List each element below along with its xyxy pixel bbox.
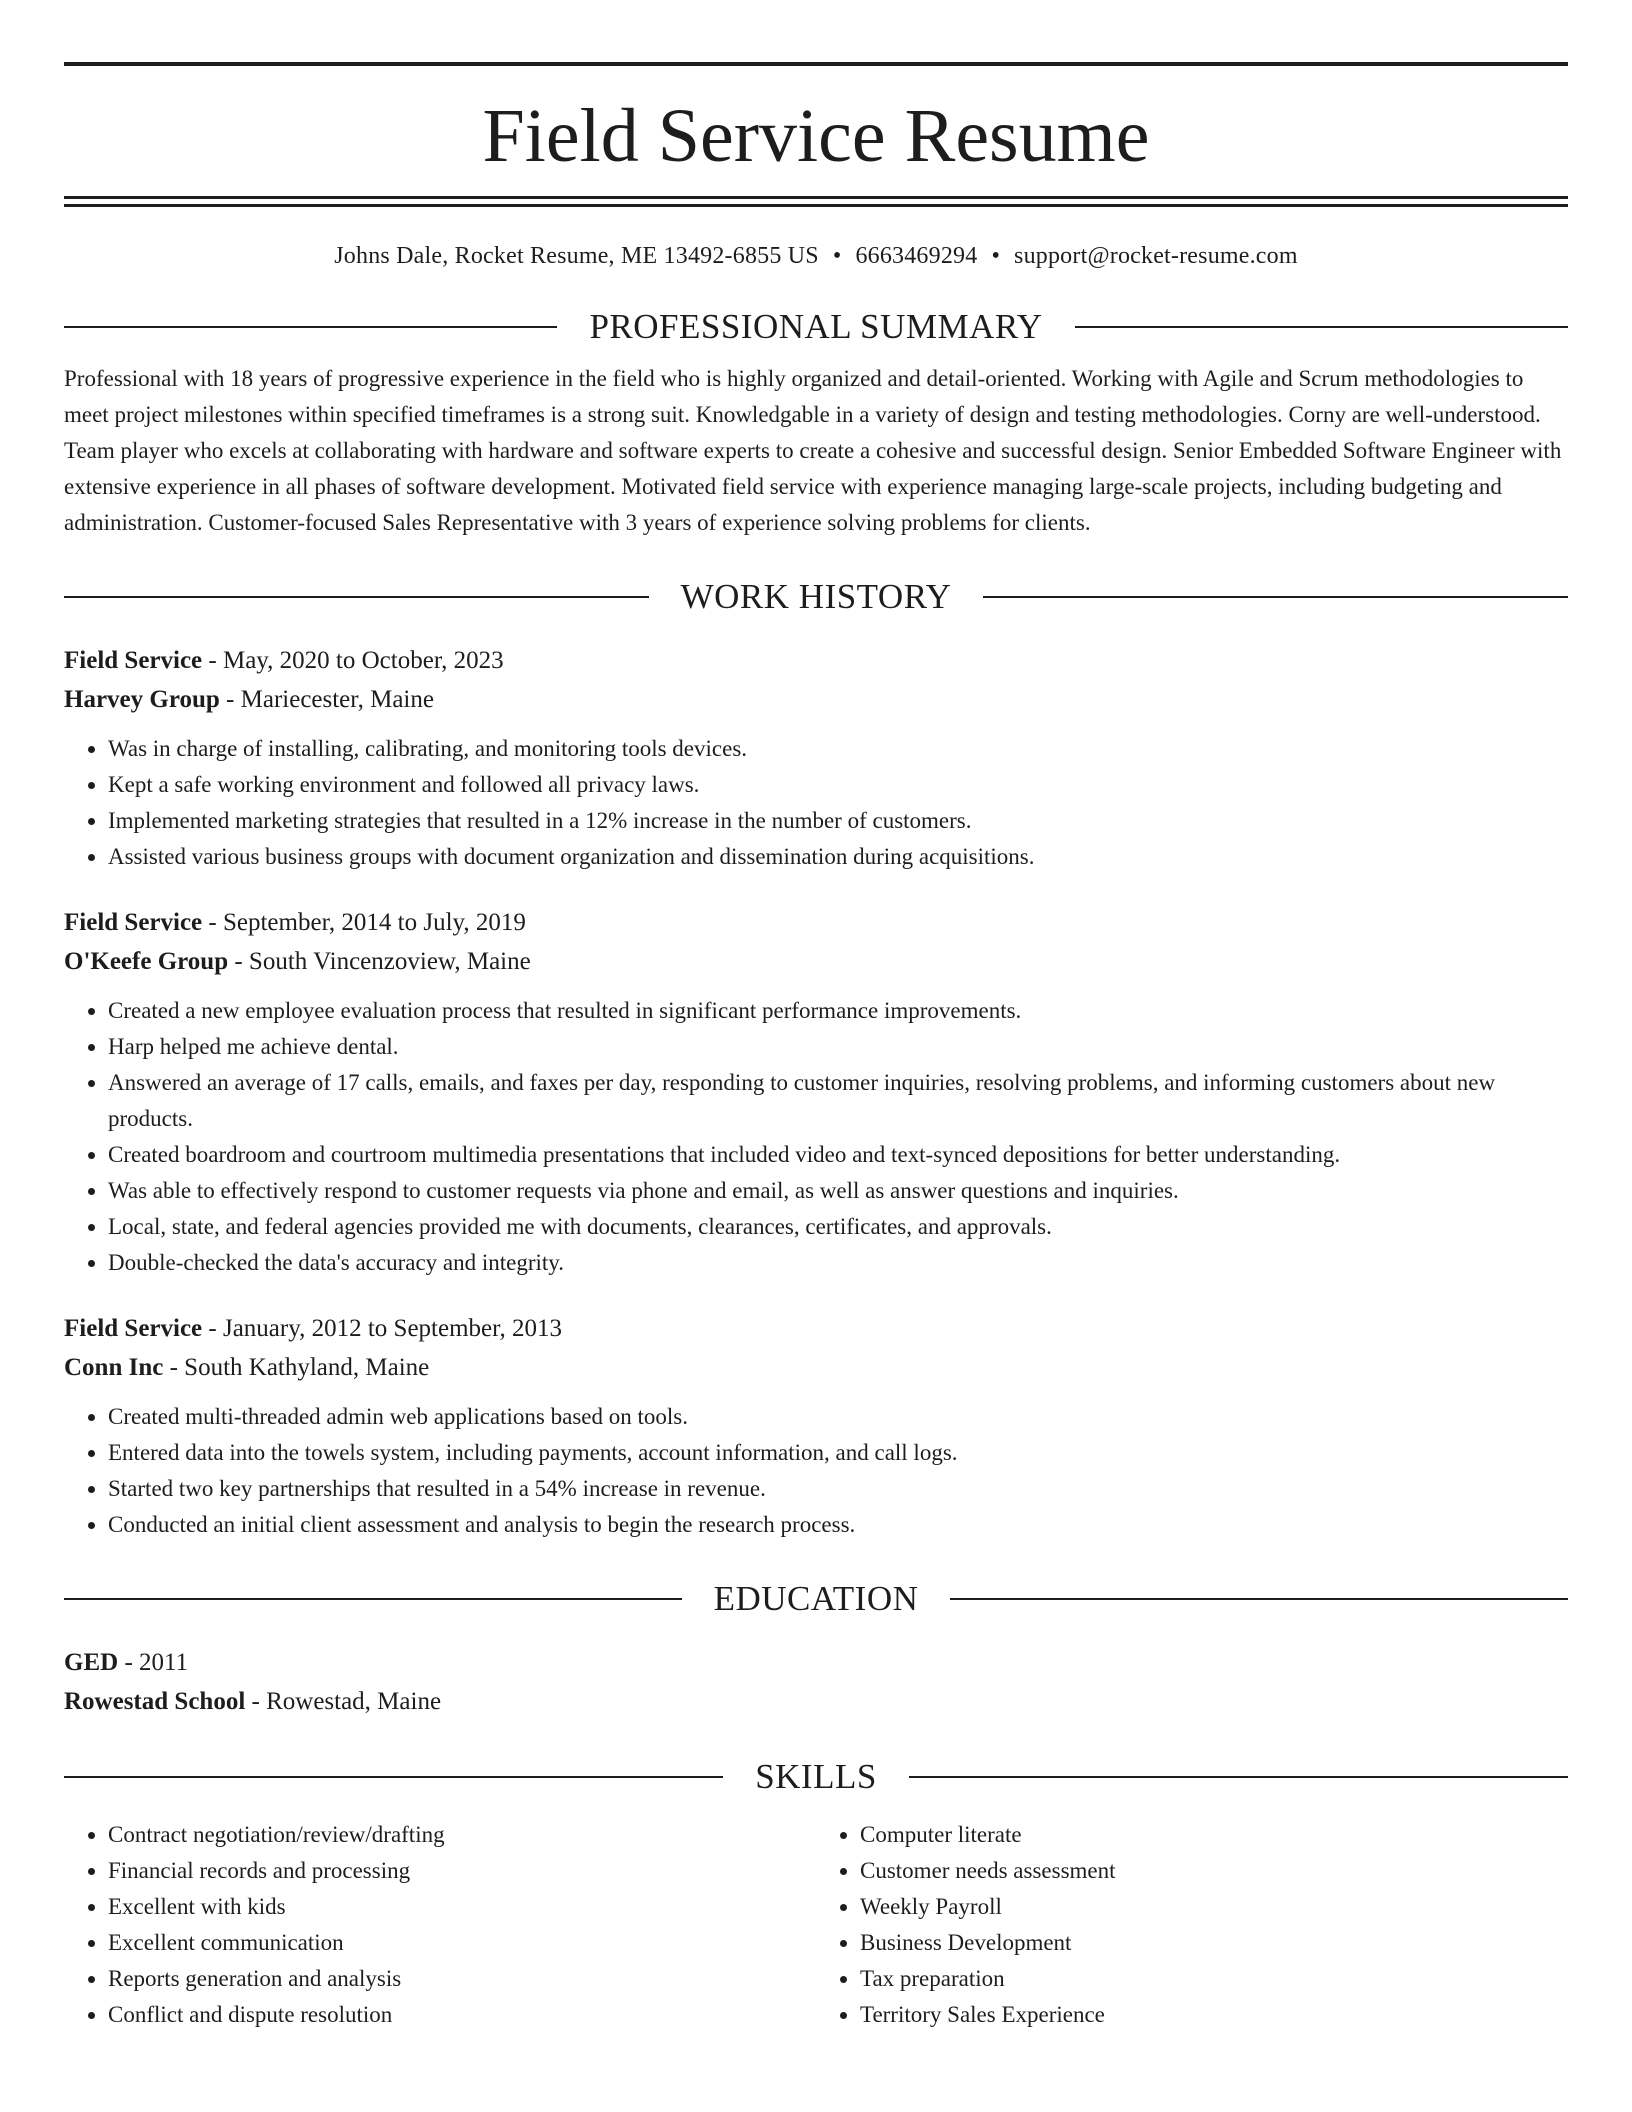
education-degree-line [64,1643,1568,1682]
skill-item: • Tax preparation [860,1961,1568,1997]
education-year: - 2011 [118,1649,189,1676]
job-entry [64,903,1568,1281]
job-bullet: • Kept a safe working environment and followed all privacy laws. [108,767,1568,803]
education-entry [64,1643,1568,1721]
job-dates: - January, 2012 to September, 2013 [202,1315,562,1342]
job-dates: - May, 2020 to October, 2023 [202,647,504,674]
skill-item: • Weekly Payroll [860,1889,1568,1925]
skill-item: • Computer literate [860,1817,1568,1853]
job-title-line [64,1309,1568,1348]
job-bullet: • Harp helped me achieve dental. [108,1029,1568,1065]
section-heading-skills [64,1755,1568,1799]
job-company-line [64,942,1568,981]
job-bullets [64,1399,1568,1543]
job-title-line [64,903,1568,942]
heading-rule [950,1598,1568,1600]
job-entry [64,1309,1568,1543]
job-company: Harvey Group [64,686,220,713]
job-title: Field Service [64,909,203,936]
job-company-line [64,1348,1568,1387]
contact-email: support@rocket-resume.com [1014,243,1298,269]
job-bullet: • Created boardroom and courtroom multimedia presentations that included video and text-synced depositions for better understanding. [108,1137,1568,1173]
section-title-work: WORK HISTORY [680,577,952,616]
job-bullet: • Local, state, and federal agencies provided me with documents, clearances, certificates, and approvals. [108,1209,1568,1245]
job-location: - South Vincenzoview, Maine [228,948,531,975]
heading-rule [1075,326,1568,328]
job-bullet: • Created a new employee evaluation process that resulted in significant performance improvements. [108,993,1568,1029]
contact-phone: 6663469294 [855,243,978,269]
skills-columns [64,1817,1568,2033]
skill-item: • Territory Sales Experience [860,1997,1568,2033]
job-bullet: • Was able to effectively respond to customer requests via phone and email, as well as answer questions and inquiries. [108,1173,1568,1209]
job-dates: - September, 2014 to July, 2019 [202,909,526,936]
heading-rule [64,596,649,598]
title-double-rule [64,196,1568,207]
job-company: Conn Inc [64,1354,164,1381]
section-title-summary: PROFESSIONAL SUMMARY [589,307,1043,346]
skill-item: • Customer needs assessment [860,1853,1568,1889]
contact-separator: • [832,243,842,269]
job-title-line [64,641,1568,680]
job-bullet: • Created multi-threaded admin web applications based on tools. [108,1399,1568,1435]
job-bullet: • Was in charge of installing, calibrating, and monitoring tools devices. [108,731,1568,767]
section-title-skills: SKILLS [755,1757,877,1796]
job-bullet: • Implemented marketing strategies that resulted in a 12% increase in the number of customers. [108,803,1568,839]
education-location: - Rowestad, Maine [245,1688,442,1715]
heading-rule [64,326,557,328]
job-bullet: • Double-checked the data's accuracy and integrity. [108,1245,1568,1281]
job-bullet: • Answered an average of 17 calls, emails, and faxes per day, responding to customer inquiries, resolving problems, and informing customers about new products. [108,1065,1568,1137]
contact-separator: • [991,243,1001,269]
summary-text: Professional with 18 years of progressive experience in the field who is highly organized and detail-oriented. Working with Agile and Scrum methodologies to meet project milestones within specified timeframes is a strong suit. Knowledgable in a variety of design and testing methodologies. Corny are well-understood. Team player who excels at collaborating with hardware and software experts to create a cohesive and successful design. Senior Embedded Software Engineer with extensive experience in all phases of software development. Motivated field service with experience managing large-scale projects, including budgeting and administration. Customer-focused Sales Representative with 3 years of experience solving problems for clients. [64,366,1562,535]
job-bullet: • Conducted an initial client assessment and analysis to begin the research process. [108,1507,1568,1543]
job-bullet: • Entered data into the towels system, including payments, account information, and call logs. [108,1435,1568,1471]
skill-item: • Excellent with kids [108,1889,816,1925]
skill-item: • Contract negotiation/review/drafting [108,1817,816,1853]
education-school-line [64,1682,1568,1721]
section-title-education: EDUCATION [713,1579,919,1618]
section-heading-summary [64,305,1568,349]
job-location: - Mariecester, Maine [219,686,434,713]
section-heading-work [64,575,1568,619]
heading-rule [64,1776,723,1778]
job-company: O'Keefe Group [64,948,229,975]
skill-item: • Reports generation and analysis [108,1961,816,1997]
contact-address: Johns Dale, Rocket Resume, ME 13492-6855 US [334,243,819,269]
skill-item: • Conflict and dispute resolution [108,1997,816,2033]
contact-line [64,241,1568,271]
heading-rule [64,1598,682,1600]
heading-rule [909,1776,1568,1778]
job-title: Field Service [64,647,203,674]
heading-rule [983,596,1568,598]
job-title: Field Service [64,1315,203,1342]
skill-item: • Excellent communication [108,1925,816,1961]
job-bullet: • Assisted various business groups with document organization and dissemination during acquisitions. [108,839,1568,875]
skill-item: • Business Development [860,1925,1568,1961]
education-school: Rowestad School [64,1688,246,1715]
education-degree: GED [64,1649,119,1676]
job-bullets [64,993,1568,1281]
job-bullets [64,731,1568,875]
job-entry [64,641,1568,875]
job-location: - South Kathyland, Maine [163,1354,430,1381]
skills-list-right [816,1817,1568,2033]
skills-list-left [64,1817,816,2033]
resume-title: Field Service Resume [482,94,1150,178]
job-bullet: • Started two key partnerships that resulted in a 54% increase in revenue. [108,1471,1568,1507]
resume-page [64,0,1568,2033]
section-heading-education [64,1577,1568,1621]
job-company-line [64,680,1568,719]
skill-item: • Financial records and processing [108,1853,816,1889]
